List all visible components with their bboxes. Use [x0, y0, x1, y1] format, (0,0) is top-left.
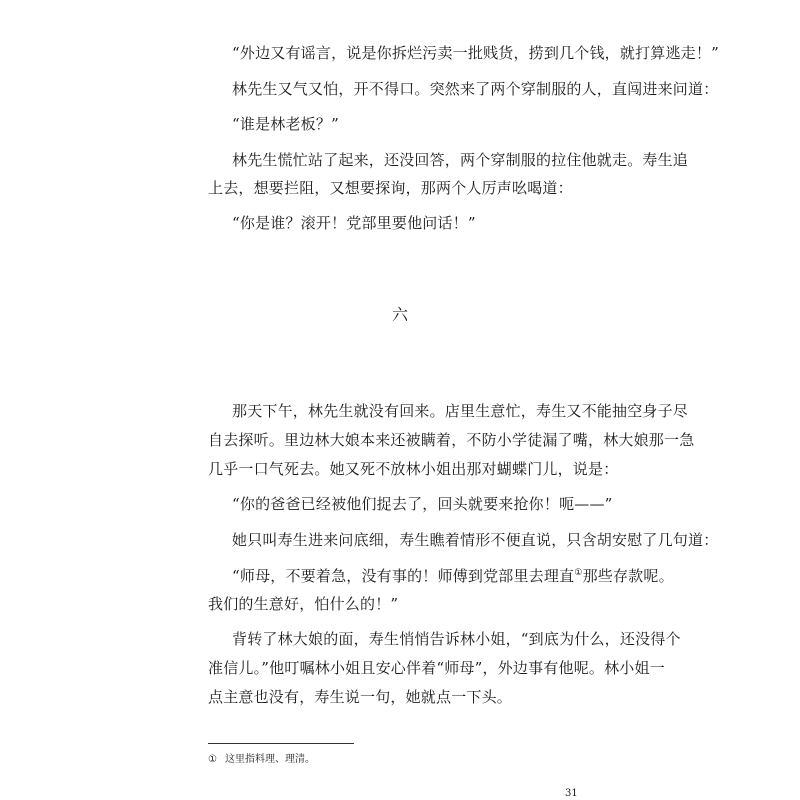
- paragraph-tells-miss-lin-line-2: 准信儿。”他叮嘱林小姐且安心伴着“师母”，外边事有他呢。林小姐一: [208, 659, 665, 677]
- footnote-reference-mark: ①: [574, 568, 583, 578]
- shifu-quote-text-before: “师母，不要着急，没有事的！师傅到党部里去理直: [232, 567, 575, 585]
- paragraph-afternoon-line-1: 那天下午，林先生就没有回来。店里生意忙，寿生又不能抽空身子尽: [232, 402, 689, 420]
- paragraph-rumor-quote: “外边又有谣言，说是你拆烂污卖一批贱货，捞到几个钱，就打算逃走！”: [232, 44, 719, 62]
- paragraph-mother-quote: “你的爸爸已经被他们捉去了，回头就要来抢你！呃——”: [232, 495, 613, 513]
- paragraph-get-away-quote: “你是谁？滚开！党部里要他问话！”: [232, 214, 476, 232]
- paragraph-tells-miss-lin-line-3: 点主意也没有，寿生说一句，她就点一下头。: [208, 688, 513, 706]
- chapter-heading: 六: [391, 305, 408, 324]
- footnote: [208, 753, 315, 767]
- paragraph-tells-miss-lin-line-1: 背转了林大娘的面，寿生悄悄告诉林小姐，“到底为什么，还没得个: [232, 630, 681, 648]
- footnote-text: 这里指料理、理清。: [224, 754, 315, 765]
- page-number: 31: [565, 788, 578, 799]
- paragraph-shifu-quote-line-1: [232, 566, 674, 586]
- paragraph-taken-away-line-2: 上去，想要拦阻，又想要探询，那两个人厉声吆喝道：: [208, 179, 573, 197]
- paragraph-afternoon-line-2: 自去探听。里边林大娘本来还被瞒着，不防小学徒漏了嘴，林大娘那一急: [208, 431, 695, 449]
- shifu-quote-text-after: 那些存款呢。: [582, 567, 674, 585]
- paragraph-who-is-boss: “谁是林老板？”: [232, 115, 339, 133]
- paragraph-afternoon-line-3: 几乎一口气死去。她又死不放林小姐出那对蝴蝶门儿，说是：: [208, 460, 619, 478]
- footnote-divider: [208, 743, 354, 744]
- paragraph-shifu-quote-line-2: 我们的生意好，怕什么的！”: [208, 595, 399, 613]
- paragraph-shousheng-comforts: 她只叫寿生进来问底细，寿生瞧着情形不便直说，只含胡安慰了几句道：: [232, 531, 719, 549]
- paragraph-taken-away-line-1: 林先生慌忙站了起来，还没回答，两个穿制服的拉住他就走。寿生追: [232, 151, 689, 169]
- paragraph-mr-lin-afraid: 林先生又气又怕，开不得口。突然来了两个穿制服的人，直闯进来问道：: [232, 80, 719, 98]
- footnote-mark: ①: [208, 754, 217, 765]
